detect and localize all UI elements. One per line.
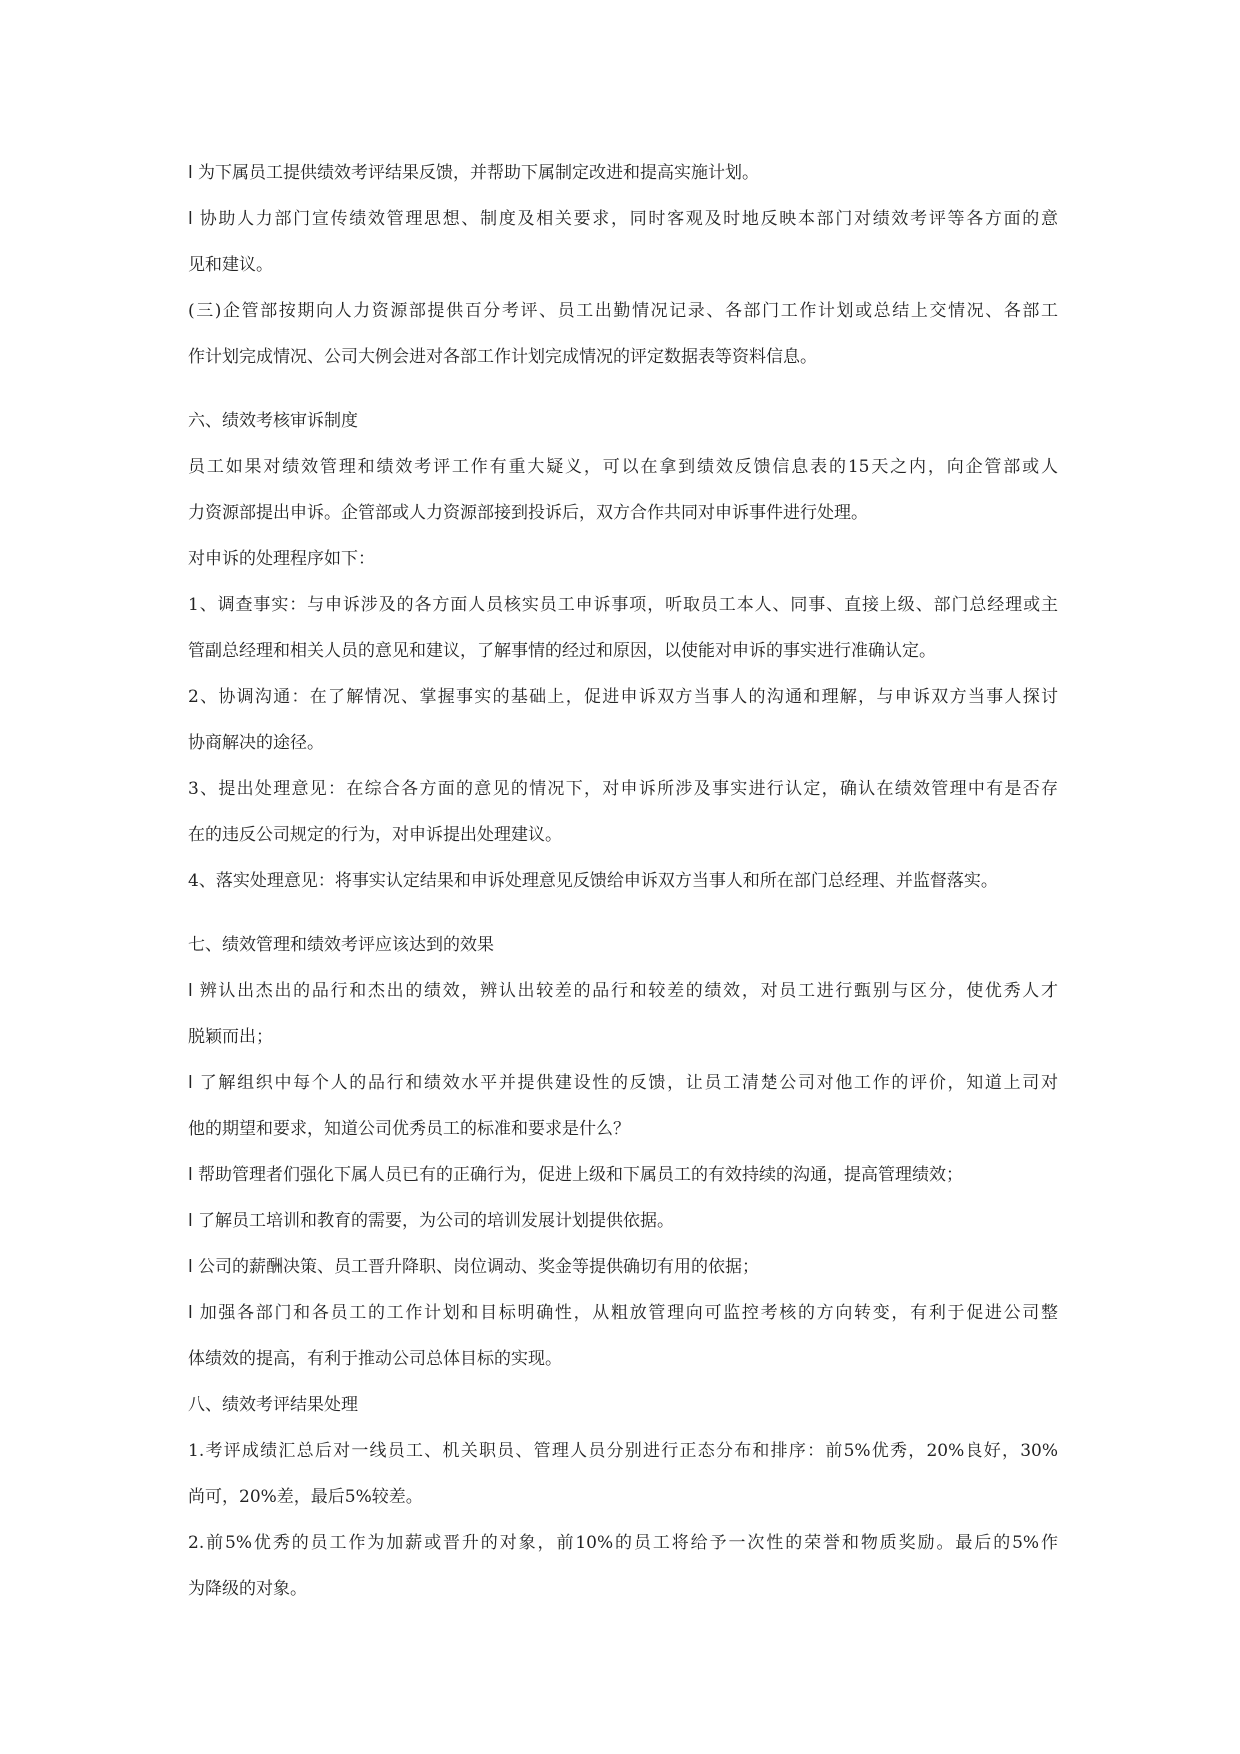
line-text: 员工如果对绩效管理和绩效考评工作有重大疑义，可以在拿到绩效反馈信息表的15天之内，向企管部或人	[188, 457, 1058, 477]
text-line	[188, 1474, 1058, 1520]
paragraph	[188, 1382, 1058, 1428]
text-line	[188, 1428, 1058, 1474]
bullet-marker: l	[188, 163, 193, 183]
paragraph	[188, 288, 1058, 380]
line-text: 他的期望和要求，知道公司优秀员工的标准和要求是什么？	[188, 1119, 630, 1139]
line-text: 力资源部提出申诉。企管部或人力资源部接到投诉后，双方合作共同对申诉事件进行处理。	[188, 503, 868, 523]
bullet-paragraph	[188, 196, 1058, 288]
text-line	[188, 1106, 1058, 1152]
text-line	[188, 1520, 1058, 1566]
paragraph	[188, 922, 1058, 968]
paragraph	[188, 1428, 1058, 1520]
bullet-paragraph	[188, 1244, 1058, 1290]
text-line	[188, 1060, 1058, 1106]
line-text: 六、绩效考核审诉制度	[188, 411, 358, 431]
line-text: 辨认出杰出的品行和杰出的绩效，辨认出较差的品行和较差的绩效，对员工进行甄别与区分，使优秀人才	[198, 981, 1058, 1001]
text-line	[188, 398, 1058, 444]
line-text: 4、落实处理意见：将事实认定结果和申诉处理意见反馈给申诉双方当事人和所在部门总经理、并监督落实。	[188, 871, 998, 891]
bullet-marker: l	[188, 1257, 193, 1277]
text-line	[188, 674, 1058, 720]
bullet-paragraph	[188, 150, 1058, 196]
section-gap	[188, 904, 1058, 922]
line-text: 尚可，20%差，最后5%较差。	[188, 1487, 423, 1507]
line-text: 3、提出处理意见：在综合各方面的意见的情况下，对申诉所涉及事实进行认定，确认在绩效管理中有是否存	[188, 779, 1058, 799]
line-text: 八、绩效考评结果处理	[188, 1395, 358, 1415]
line-text: 1.考评成绩汇总后对一线员工、机关职员、管理人员分别进行正态分布和排序：前5%优秀，20%良好，30%	[188, 1441, 1058, 1461]
line-text: 作计划完成情况、公司大例会进对各部工作计划完成情况的评定数据表等资料信息。	[188, 347, 817, 367]
line-text: 管副总经理和相关人员的意见和建议，了解事情的经过和原因，以使能对申诉的事实进行准确认定。	[188, 641, 936, 661]
text-line	[188, 1014, 1058, 1060]
bullet-marker: l	[188, 1211, 193, 1231]
text-line	[188, 812, 1058, 858]
line-text: 加强各部门和各员工的工作计划和目标明确性，从粗放管理向可监控考核的方向转变，有利于促进公司整	[198, 1303, 1058, 1323]
bullet-marker: l	[188, 1073, 193, 1093]
paragraph	[188, 674, 1058, 766]
text-line	[188, 1336, 1058, 1382]
paragraph	[188, 444, 1058, 536]
text-line	[188, 720, 1058, 766]
text-line	[188, 858, 1058, 904]
text-line	[188, 490, 1058, 536]
text-line	[188, 288, 1058, 334]
bullet-paragraph	[188, 1060, 1058, 1152]
text-line	[188, 1566, 1058, 1612]
text-line	[188, 1382, 1058, 1428]
text-line	[188, 1244, 1058, 1290]
line-text: 了解员工培训和教育的需要，为公司的培训发展计划提供依据。	[198, 1211, 674, 1231]
bullet-paragraph	[188, 1290, 1058, 1382]
section-gap	[188, 380, 1058, 398]
text-line	[188, 582, 1058, 628]
text-line	[188, 628, 1058, 674]
bullet-marker: l	[188, 981, 193, 1001]
line-text: 公司的薪酬决策、员工晋升降职、岗位调动、奖金等提供确切有用的依据；	[198, 1257, 759, 1277]
text-line	[188, 536, 1058, 582]
document-page	[188, 150, 1058, 1612]
bullet-paragraph	[188, 1198, 1058, 1244]
line-text: 协商解决的途径。	[188, 733, 324, 753]
paragraph	[188, 858, 1058, 904]
line-text: 帮助管理者们强化下属人员已有的正确行为，促进上级和下属员工的有效持续的沟通，提高管理绩效；	[198, 1165, 963, 1185]
bullet-paragraph	[188, 968, 1058, 1060]
paragraph	[188, 1520, 1058, 1612]
text-line	[188, 968, 1058, 1014]
line-text: 为下属员工提供绩效考评结果反馈，并帮助下属制定改进和提高实施计划。	[198, 163, 759, 183]
line-text: 2.前5%优秀的员工作为加薪或晋升的对象，前10%的员工将给予一次性的荣誉和物质奖励。最后的5%作	[188, 1533, 1058, 1553]
line-text: (三)企管部按期向人力资源部提供百分考评、员工出勤情况记录、各部门工作计划或总结上交情况、各部工	[188, 301, 1058, 321]
text-line	[188, 1152, 1058, 1198]
line-text: 2、协调沟通：在了解情况、掌握事实的基础上，促进申诉双方当事人的沟通和理解，与申诉双方当事人探讨	[188, 687, 1058, 707]
bullet-marker: l	[188, 1303, 193, 1323]
line-text: 协助人力部门宣传绩效管理思想、制度及相关要求，同时客观及时地反映本部门对绩效考评等各方面的意	[198, 209, 1058, 229]
paragraph	[188, 398, 1058, 444]
line-text: 对申诉的处理程序如下：	[188, 549, 375, 569]
bullet-marker: l	[188, 1165, 193, 1185]
line-text: 为降级的对象。	[188, 1579, 307, 1599]
paragraph	[188, 536, 1058, 582]
line-text: 七、绩效管理和绩效考评应该达到的效果	[188, 935, 494, 955]
paragraph	[188, 766, 1058, 858]
text-line	[188, 444, 1058, 490]
paragraph	[188, 582, 1058, 674]
text-line	[188, 196, 1058, 242]
text-line	[188, 242, 1058, 288]
line-text: 见和建议。	[188, 255, 273, 275]
line-text: 在的违反公司规定的行为，对申诉提出处理建议。	[188, 825, 562, 845]
text-line	[188, 766, 1058, 812]
text-line	[188, 150, 1058, 196]
bullet-paragraph	[188, 1152, 1058, 1198]
text-line	[188, 1198, 1058, 1244]
text-line	[188, 922, 1058, 968]
bullet-marker: l	[188, 209, 193, 229]
text-line	[188, 1290, 1058, 1336]
line-text: 1、调查事实：与申诉涉及的各方面人员核实员工申诉事项，听取员工本人、同事、直接上级、部门总经理或主	[188, 595, 1058, 615]
text-line	[188, 334, 1058, 380]
line-text: 脱颖而出；	[188, 1027, 273, 1047]
line-text: 体绩效的提高，有利于推动公司总体目标的实现。	[188, 1349, 562, 1369]
line-text: 了解组织中每个人的品行和绩效水平并提供建设性的反馈，让员工清楚公司对他工作的评价，知道上司对	[198, 1073, 1058, 1093]
